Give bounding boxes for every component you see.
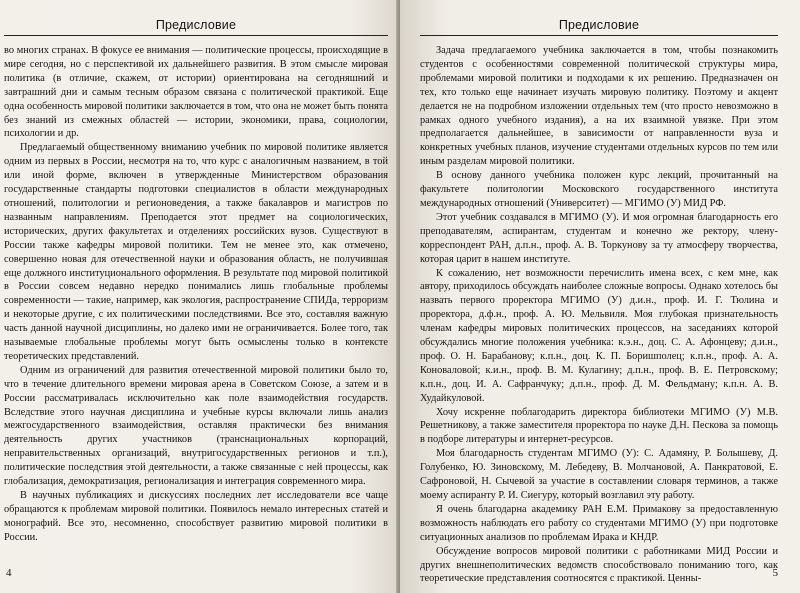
paragraph: В научных публикациях и дискуссиях последних лет исследователи все чаще обращаются к проблемам мировой политики. Появилось немало интересных статей и монографий. Все это, несомненно, способствует развитию мировой политики в России. [4, 490, 388, 543]
paragraph: Предлагаемый общественному вниманию учебник по мировой политике является одним из первых в России, несмотря на то, что курс с аналогичным названием, в той или иной форме, включен в утвержденные Министерством образования государственные стандарты подготовки специалистов в области международных отношений, политологии и регионоведения, а также бакалавров и магистров по названным направлениям. Преподается этот предмет на социологических, исторических, других факультетах и отделениях российских вузов. Существуют в России также кафедры мировой политики. Тем не менее это, как отмечено, совершенно новая для отечественной науки и образования область, не получившая еще должного институционального оформления. В результате под мировой политикой в России совсем недавно нередко понимались лишь глобальные проблемы современности — такие, например, как экология, распространение СПИДа, терроризм и некоторые другие, с их политическими последствиями. Все это, составляя важную часть данной научной дисциплины, но далеко ими не ограничивается. Более того, так называемые глобальные проблемы могут быть осмыслены только в контексте теоретических представлений. [4, 142, 388, 362]
right-page [400, 0, 800, 593]
paragraph: Этот учебник создавался в МГИМО (У). И моя огромная благодарность его преподавателям, аспирантам, студентам и конечно же ректору, члену-корреспондент РАН, д.п.н., проф. А. В. Торкунову за ту атмосферу творчества, которая царит в нашем институте. [420, 211, 778, 265]
left-page-body [4, 44, 388, 545]
right-page-body [420, 44, 778, 586]
paragraph: Одним из ограничений для развития отечественной мировой политики было то, что в течение длительного времени мировая арена в Советском Союзе, а затем и в России рассматривалась исключительно как поле взаимодействия государств. Вследствие этого научная дисциплина и учебные курсы включали лишь анализ межгосударственного взаимодействия, оставляя практически без внимания деятельность других участников (транснациональных корпораций, неправительственных организаций, внутригосударственных регионов и т.п.), политические последствия этой деятельности, а также связанные с ней процессы, как глобализация, демократизация, регионализация и интеграция современного мира. [4, 364, 388, 488]
page-number-left: 4 [6, 567, 12, 579]
paragraph: Обсуждение вопросов мировой политики с работниками МИД России и других внешнеполитических ведомств способствовало пониманию того, как теоретические представления соотносятся с практикой. Ценны- [420, 545, 778, 585]
running-head-right: Предисловие [420, 18, 778, 36]
running-head-left: Предисловие [4, 18, 388, 36]
paragraph: Я очень благодарна академику РАН Е.М. Примакову за предоставленную возможность наблюдать его работу со студентами МГИМО (У) при подготовке ситуационных анализов по проблемам Ирака и КНДР. [420, 503, 778, 543]
page-number-right: 5 [772, 567, 778, 579]
paragraph: К сожалению, нет возможности перечислить имена всех, с кем мне, как автору, приходилось обсуждать наиболее сложные вопросы. Однако хотелось бы назвать первого проректора МГИМО (У) д.и.н., проф. И. Г. Тюлина и проректора, д.ф.н., проф. А. Ю. Мельвиля. Моя глубокая признательность членам кафедры мировых политических процессов, на заседаниях которой обсуждались многие положения учебника: к.э.н., доц. С. А. Афонцеву; д.и.н., проф. О. Н. Барабанову; к.п.н., доц. К. П. Боришполец; к.п.н., проф. А. А. Коноваловой; к.и.н., проф. В. М. Кулагину; д.п.н., проф. В. Е. Петровскому; к.п.н., доц. И. А. Сафранчуку; д.п.н., проф. Д. М. Фельдману; к.п.н. А. В. Худайкуловой. [420, 267, 778, 404]
paragraph: во многих странах. В фокусе ее внимания — политические процессы, происходящие в мире сегодня, но с перспективой их дальнейшего развития. В этом смысле мировая политика (в отличие, скажем, от истории) ориентирована на сегодняшний и завтрашний дни и самым тесным образом связана с политической практикой. Еще одна особенность мировой политики заключается в том, что она не может быть понята без знаний из смежных областей — истории, экономики, права, социологии, психологии и др. [4, 45, 388, 140]
paragraph: Моя благодарность студентам МГИМО (У): С. Адамяну, Р. Болышеву, Д. Голубенко, Ю. Зиновскому, М. Лебедеву, В. Молчановой, А. Панкратовой, Е. Сафроновой, Н. Сычевой за участие в составлении словаря терминов, а также моему аспиранту Р. И. Сиегуру, который возглавил эту работу. [420, 448, 778, 501]
left-page [0, 0, 398, 593]
paragraph: В основу данного учебника положен курс лекций, прочитанный на факультете политологии Московского государственного института международных отношений (Университет) — МГИМО (У) МИД РФ. [420, 170, 778, 209]
paragraph: Задача предлагаемого учебника заключается в том, чтобы познакомить студентов с особенностями современной политической структуры мира, проблемами мировой политики и подходами к их решению. Предназначен он тех, кто только еще начинает изучать мировую политику. Поэтому и акцент делается не на подробном изложении отдельных тем (что просто невозможно в рамках одного учебного издания), а на их взаимной увязке. При этом предполагается дальнейшее, в зависимости от направленности вуза и конкретных учебных планов, изучение студентами отдельных курсов по тем или иным разделам мировой политики. [420, 45, 778, 168]
paragraph: Хочу искренне поблагодарить директора библиотеки МГИМО (У) М.В. Решетникову, а также заместителя проректора по науке Д.Н. Пескова за помощь в подборе литературы и интернет-ресурсов. [420, 406, 778, 446]
